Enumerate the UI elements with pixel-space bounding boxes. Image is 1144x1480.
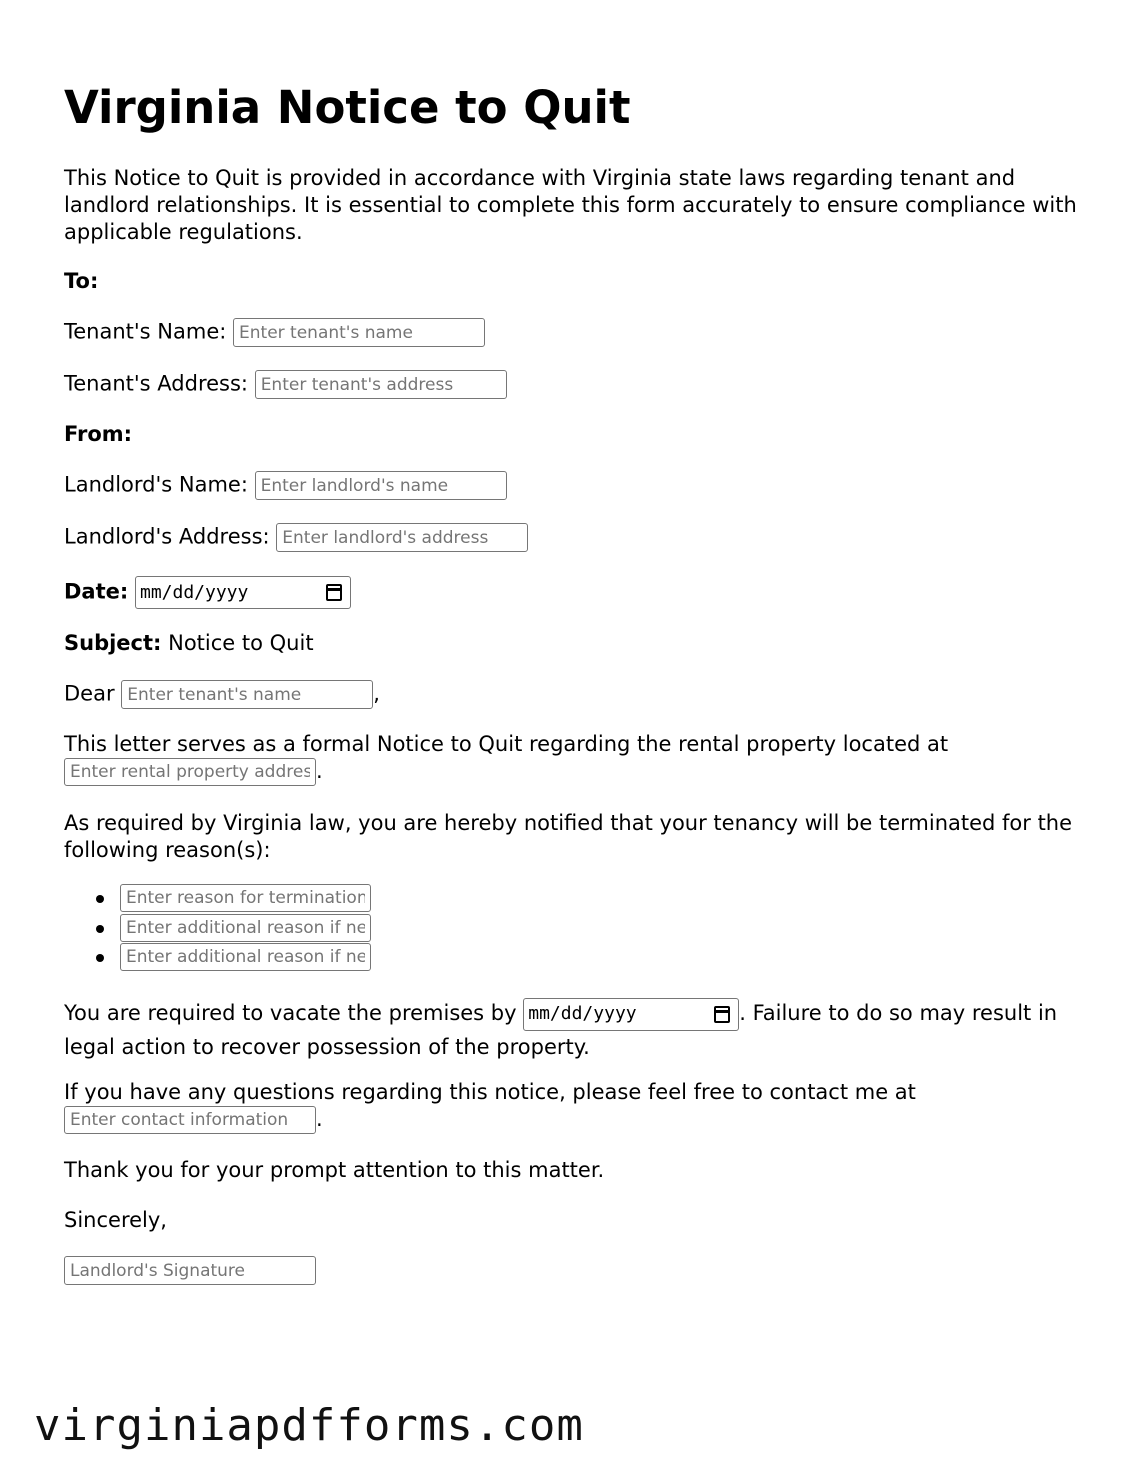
reasons-intro: As required by Virginia law, you are hereby notified that your tenancy will be terminated for the following reason(s): bbox=[64, 811, 1073, 862]
list-item bbox=[64, 884, 371, 914]
property-paragraph bbox=[64, 731, 1084, 786]
greeting-comma: , bbox=[373, 681, 380, 706]
list-item bbox=[64, 943, 371, 973]
tenant-name-label: Tenant's Name: bbox=[64, 319, 227, 344]
thanks-text: Thank you for your prompt attention to this matter. bbox=[64, 1158, 605, 1182]
contact-paragraph bbox=[64, 1079, 1084, 1134]
notice-date-input[interactable] bbox=[135, 576, 351, 609]
notice-date-value: mm/dd/yyyy bbox=[139, 582, 249, 603]
reason-input-2[interactable] bbox=[120, 914, 371, 942]
intro-paragraph: This Notice to Quit is provided in accordance with Virginia state laws regarding tenant and landlord relationships. It is essential to complete this form accurately to ensure compliance with applicable regulations. bbox=[64, 166, 1077, 244]
to-heading-label: To: bbox=[64, 269, 99, 293]
date-row bbox=[64, 576, 351, 609]
from-heading bbox=[64, 421, 132, 448]
landlord-name-label: Landlord's Name: bbox=[64, 472, 248, 497]
landlord-address-input[interactable] bbox=[276, 523, 528, 552]
property-address-input[interactable] bbox=[64, 758, 316, 786]
landlord-address-label: Landlord's Address: bbox=[64, 524, 270, 549]
property-period: . bbox=[316, 759, 323, 783]
landlord-name-row bbox=[64, 471, 507, 500]
reason-input-1[interactable] bbox=[120, 884, 371, 912]
reasons-list bbox=[64, 884, 371, 973]
closing-text: Sincerely, bbox=[64, 1208, 167, 1232]
signature-row bbox=[64, 1256, 316, 1285]
property-text: This letter serves as a formal Notice to Quit regarding the rental property located at bbox=[64, 732, 949, 756]
site-watermark: virginiapdfforms.com bbox=[34, 1400, 584, 1451]
reason-input-3[interactable] bbox=[120, 943, 371, 971]
tenant-name-input[interactable] bbox=[233, 318, 485, 347]
from-heading-label: From: bbox=[64, 422, 133, 446]
tenant-address-input[interactable] bbox=[255, 370, 507, 399]
tenant-name-row bbox=[64, 318, 485, 347]
calendar-icon[interactable] bbox=[714, 1006, 730, 1023]
greeting-row bbox=[64, 680, 380, 709]
vacate-text-before: You are required to vacate the premises by bbox=[64, 1001, 517, 1025]
calendar-icon[interactable] bbox=[326, 584, 342, 601]
landlord-address-row bbox=[64, 523, 528, 552]
vacate-date-input[interactable] bbox=[523, 998, 739, 1031]
date-label: Date: bbox=[64, 579, 129, 604]
vacate-date-value: mm/dd/yyyy bbox=[528, 1003, 637, 1024]
list-item bbox=[64, 914, 371, 944]
landlord-name-input[interactable] bbox=[255, 471, 507, 500]
vacate-paragraph bbox=[64, 997, 1084, 1063]
contact-period: . bbox=[316, 1107, 323, 1131]
contact-input[interactable] bbox=[64, 1106, 316, 1134]
tenant-address-label: Tenant's Address: bbox=[64, 371, 248, 396]
subject-label: Subject: bbox=[64, 631, 162, 655]
signature-input[interactable] bbox=[64, 1256, 316, 1285]
subject-value: Notice to Quit bbox=[168, 631, 314, 655]
greeting-tenant-input[interactable] bbox=[121, 680, 373, 709]
subject-row bbox=[64, 630, 314, 657]
to-heading bbox=[64, 268, 98, 295]
tenant-address-row bbox=[64, 370, 507, 399]
page-title: Virginia Notice to Quit bbox=[64, 81, 631, 134]
contact-text: If you have any questions regarding this notice, please feel free to contact me at bbox=[64, 1080, 916, 1104]
greeting-word: Dear bbox=[64, 681, 115, 706]
vacate-text-after: . Failure to do so may result in legal action to recover possession of the property. bbox=[64, 1001, 1058, 1059]
